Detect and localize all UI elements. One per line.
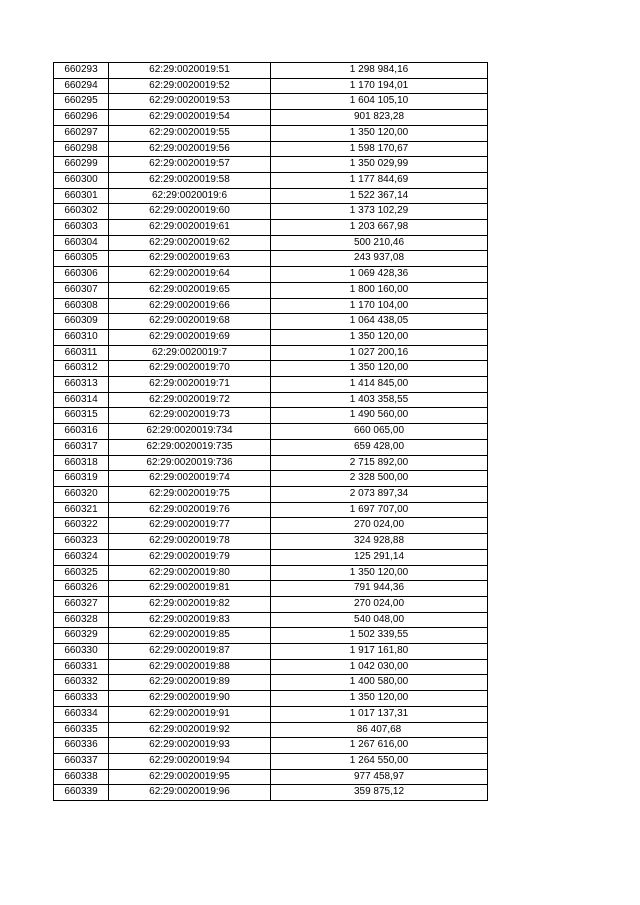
cadastral-number-cell: 62:29:0020019:52: [109, 78, 271, 94]
cadastral-number-cell: 62:29:0020019:93: [109, 738, 271, 754]
row-number-cell: 660308: [54, 298, 109, 314]
cadastral-number-cell: 62:29:0020019:63: [109, 251, 271, 267]
row-number-cell: 660318: [54, 455, 109, 471]
cadastral-number-cell: 62:29:0020019:62: [109, 235, 271, 251]
cadastral-number-cell: 62:29:0020019:95: [109, 769, 271, 785]
cadastral-number-cell: 62:29:0020019:78: [109, 534, 271, 550]
cadastral-value-cell: 359 875,12: [271, 785, 488, 801]
cadastral-number-cell: 62:29:0020019:88: [109, 659, 271, 675]
table-row: [54, 329, 488, 345]
table-row: [54, 644, 488, 660]
table-row: [54, 251, 488, 267]
cadastral-value-cell: 2 715 892,00: [271, 455, 488, 471]
table-row: [54, 424, 488, 440]
table-row: [54, 282, 488, 298]
cadastral-value-cell: 1 027 200,16: [271, 345, 488, 361]
row-number-cell: 660311: [54, 345, 109, 361]
row-number-cell: 660295: [54, 94, 109, 110]
table-row: [54, 691, 488, 707]
table-row: [54, 738, 488, 754]
table-row: [54, 565, 488, 581]
row-number-cell: 660316: [54, 424, 109, 440]
table-row: [54, 63, 488, 79]
cadastral-value-cell: 1 298 984,16: [271, 63, 488, 79]
cadastral-value-cell: 1 064 438,05: [271, 314, 488, 330]
cadastral-value-cell: 270 024,00: [271, 518, 488, 534]
row-number-cell: 660301: [54, 188, 109, 204]
row-number-cell: 660296: [54, 110, 109, 126]
row-number-cell: 660321: [54, 502, 109, 518]
row-number-cell: 660315: [54, 408, 109, 424]
table-row: [54, 298, 488, 314]
table-row: [54, 204, 488, 220]
cadastral-value-cell: 324 928,88: [271, 534, 488, 550]
row-number-cell: 660297: [54, 125, 109, 141]
cadastral-number-cell: 62:29:0020019:53: [109, 94, 271, 110]
row-number-cell: 660335: [54, 722, 109, 738]
cadastral-value-cell: 1 170 104,00: [271, 298, 488, 314]
table-row: [54, 361, 488, 377]
row-number-cell: 660325: [54, 565, 109, 581]
cadastral-number-cell: 62:29:0020019:51: [109, 63, 271, 79]
table-row: [54, 706, 488, 722]
table-row: [54, 157, 488, 173]
cadastral-value-cell: 1 203 667,98: [271, 220, 488, 236]
row-number-cell: 660337: [54, 753, 109, 769]
row-number-cell: 660309: [54, 314, 109, 330]
row-number-cell: 660327: [54, 596, 109, 612]
cadastral-number-cell: 62:29:0020019:83: [109, 612, 271, 628]
row-number-cell: 660331: [54, 659, 109, 675]
cadastral-number-cell: 62:29:0020019:72: [109, 392, 271, 408]
row-number-cell: 660293: [54, 63, 109, 79]
cadastral-number-cell: 62:29:0020019:90: [109, 691, 271, 707]
cadastral-number-cell: 62:29:0020019:56: [109, 141, 271, 157]
cadastral-value-cell: 901 823,28: [271, 110, 488, 126]
cadastral-number-cell: 62:29:0020019:89: [109, 675, 271, 691]
cadastral-number-cell: 62:29:0020019:55: [109, 125, 271, 141]
table-row: [54, 220, 488, 236]
cadastral-number-cell: 62:29:0020019:736: [109, 455, 271, 471]
cadastral-value-cell: 125 291,14: [271, 549, 488, 565]
table-row: [54, 502, 488, 518]
cadastral-value-cell: 1 373 102,29: [271, 204, 488, 220]
table-row: [54, 267, 488, 283]
table-row: [54, 141, 488, 157]
table-row: [54, 377, 488, 393]
table-row: [54, 628, 488, 644]
row-number-cell: 660323: [54, 534, 109, 550]
row-number-cell: 660300: [54, 172, 109, 188]
cadastral-number-cell: 62:29:0020019:94: [109, 753, 271, 769]
cadastral-number-cell: 62:29:0020019:92: [109, 722, 271, 738]
row-number-cell: 660319: [54, 471, 109, 487]
cadastral-value-cell: 1 267 616,00: [271, 738, 488, 754]
cadastral-value-cell: 1 350 120,00: [271, 361, 488, 377]
table-row: [54, 392, 488, 408]
cadastral-value-cell: 2 073 897,34: [271, 486, 488, 502]
table-row: [54, 172, 488, 188]
cadastral-value-cell: 1 502 339,55: [271, 628, 488, 644]
cadastral-number-cell: 62:29:0020019:96: [109, 785, 271, 801]
cadastral-value-cell: 1 403 358,55: [271, 392, 488, 408]
cadastral-number-cell: 62:29:0020019:82: [109, 596, 271, 612]
cadastral-value-cell: 1 069 428,36: [271, 267, 488, 283]
table-row: [54, 314, 488, 330]
cadastral-number-cell: 62:29:0020019:57: [109, 157, 271, 173]
table-row: [54, 471, 488, 487]
row-number-cell: 660313: [54, 377, 109, 393]
row-number-cell: 660329: [54, 628, 109, 644]
table-row: [54, 659, 488, 675]
table-row: [54, 188, 488, 204]
row-number-cell: 660317: [54, 439, 109, 455]
table-row: [54, 785, 488, 801]
cadastral-number-cell: 62:29:0020019:734: [109, 424, 271, 440]
cadastral-value-cell: 1 697 707,00: [271, 502, 488, 518]
table-row: [54, 78, 488, 94]
table-row: [54, 455, 488, 471]
table-row: [54, 94, 488, 110]
cadastral-number-cell: 62:29:0020019:85: [109, 628, 271, 644]
table-row: [54, 753, 488, 769]
table-row: [54, 675, 488, 691]
cadastral-number-cell: 62:29:0020019:71: [109, 377, 271, 393]
table-row: [54, 439, 488, 455]
cadastral-number-cell: 62:29:0020019:91: [109, 706, 271, 722]
table-row: [54, 581, 488, 597]
table-row: [54, 596, 488, 612]
row-number-cell: 660307: [54, 282, 109, 298]
cadastral-value-cell: 1 177 844,69: [271, 172, 488, 188]
cadastral-value-cell: 1 350 120,00: [271, 565, 488, 581]
row-number-cell: 660334: [54, 706, 109, 722]
cadastral-number-cell: 62:29:0020019:6: [109, 188, 271, 204]
row-number-cell: 660332: [54, 675, 109, 691]
row-number-cell: 660324: [54, 549, 109, 565]
row-number-cell: 660333: [54, 691, 109, 707]
cadastral-value-cell: 1 170 194,01: [271, 78, 488, 94]
cadastral-value-cell: 243 937,08: [271, 251, 488, 267]
table-row: [54, 486, 488, 502]
table-row: [54, 345, 488, 361]
cadastral-value-cell: 660 065,00: [271, 424, 488, 440]
table-body: [54, 63, 488, 801]
cadastral-number-cell: 62:29:0020019:73: [109, 408, 271, 424]
cadastral-value-cell: 1 350 120,00: [271, 329, 488, 345]
row-number-cell: 660304: [54, 235, 109, 251]
row-number-cell: 660299: [54, 157, 109, 173]
row-number-cell: 660303: [54, 220, 109, 236]
cadastral-value-cell: 1 604 105,10: [271, 94, 488, 110]
cadastral-number-cell: 62:29:0020019:77: [109, 518, 271, 534]
table-row: [54, 110, 488, 126]
cadastral-value-cell: 540 048,00: [271, 612, 488, 628]
cadastral-value-cell: 2 328 500,00: [271, 471, 488, 487]
cadastral-number-cell: 62:29:0020019:60: [109, 204, 271, 220]
cadastral-number-cell: 62:29:0020019:68: [109, 314, 271, 330]
row-number-cell: 660339: [54, 785, 109, 801]
table-row: [54, 549, 488, 565]
cadastral-value-cell: 86 407,68: [271, 722, 488, 738]
table-row: [54, 769, 488, 785]
row-number-cell: 660294: [54, 78, 109, 94]
cadastral-number-cell: 62:29:0020019:65: [109, 282, 271, 298]
cadastral-value-cell: 1 490 560,00: [271, 408, 488, 424]
cadastral-number-cell: 62:29:0020019:66: [109, 298, 271, 314]
cadastral-value-cell: 1 522 367,14: [271, 188, 488, 204]
cadastral-number-cell: 62:29:0020019:54: [109, 110, 271, 126]
table-row: [54, 722, 488, 738]
cadastral-number-cell: 62:29:0020019:69: [109, 329, 271, 345]
cadastral-value-cell: 791 944,36: [271, 581, 488, 597]
row-number-cell: 660305: [54, 251, 109, 267]
cadastral-value-cell: 1 017 137,31: [271, 706, 488, 722]
row-number-cell: 660320: [54, 486, 109, 502]
row-number-cell: 660322: [54, 518, 109, 534]
cadastral-number-cell: 62:29:0020019:80: [109, 565, 271, 581]
cadastral-value-table: [53, 62, 488, 801]
table-row: [54, 518, 488, 534]
row-number-cell: 660326: [54, 581, 109, 597]
row-number-cell: 660298: [54, 141, 109, 157]
cadastral-number-cell: 62:29:0020019:58: [109, 172, 271, 188]
cadastral-value-cell: 659 428,00: [271, 439, 488, 455]
table-row: [54, 534, 488, 550]
cadastral-value-cell: 1 350 120,00: [271, 125, 488, 141]
row-number-cell: 660338: [54, 769, 109, 785]
cadastral-value-cell: 270 024,00: [271, 596, 488, 612]
row-number-cell: 660310: [54, 329, 109, 345]
cadastral-number-cell: 62:29:0020019:735: [109, 439, 271, 455]
cadastral-value-cell: 1 350 029,99: [271, 157, 488, 173]
table-row: [54, 125, 488, 141]
row-number-cell: 660336: [54, 738, 109, 754]
cadastral-number-cell: 62:29:0020019:87: [109, 644, 271, 660]
table-row: [54, 408, 488, 424]
table-row: [54, 235, 488, 251]
row-number-cell: 660330: [54, 644, 109, 660]
cadastral-value-cell: 1 598 170,67: [271, 141, 488, 157]
row-number-cell: 660306: [54, 267, 109, 283]
row-number-cell: 660328: [54, 612, 109, 628]
cadastral-number-cell: 62:29:0020019:76: [109, 502, 271, 518]
cadastral-value-cell: 1 917 161,80: [271, 644, 488, 660]
row-number-cell: 660314: [54, 392, 109, 408]
row-number-cell: 660302: [54, 204, 109, 220]
cadastral-value-cell: 977 458,97: [271, 769, 488, 785]
cadastral-number-cell: 62:29:0020019:64: [109, 267, 271, 283]
cadastral-number-cell: 62:29:0020019:81: [109, 581, 271, 597]
cadastral-number-cell: 62:29:0020019:7: [109, 345, 271, 361]
cadastral-value-cell: 1 264 550,00: [271, 753, 488, 769]
cadastral-value-cell: 1 800 160,00: [271, 282, 488, 298]
cadastral-value-cell: 1 414 845,00: [271, 377, 488, 393]
cadastral-number-cell: 62:29:0020019:61: [109, 220, 271, 236]
row-number-cell: 660312: [54, 361, 109, 377]
cadastral-number-cell: 62:29:0020019:79: [109, 549, 271, 565]
cadastral-value-cell: 1 042 030,00: [271, 659, 488, 675]
cadastral-value-cell: 1 350 120,00: [271, 691, 488, 707]
cadastral-value-cell: 1 400 580,00: [271, 675, 488, 691]
cadastral-value-cell: 500 210,46: [271, 235, 488, 251]
cadastral-number-cell: 62:29:0020019:75: [109, 486, 271, 502]
table-row: [54, 612, 488, 628]
cadastral-number-cell: 62:29:0020019:70: [109, 361, 271, 377]
cadastral-number-cell: 62:29:0020019:74: [109, 471, 271, 487]
